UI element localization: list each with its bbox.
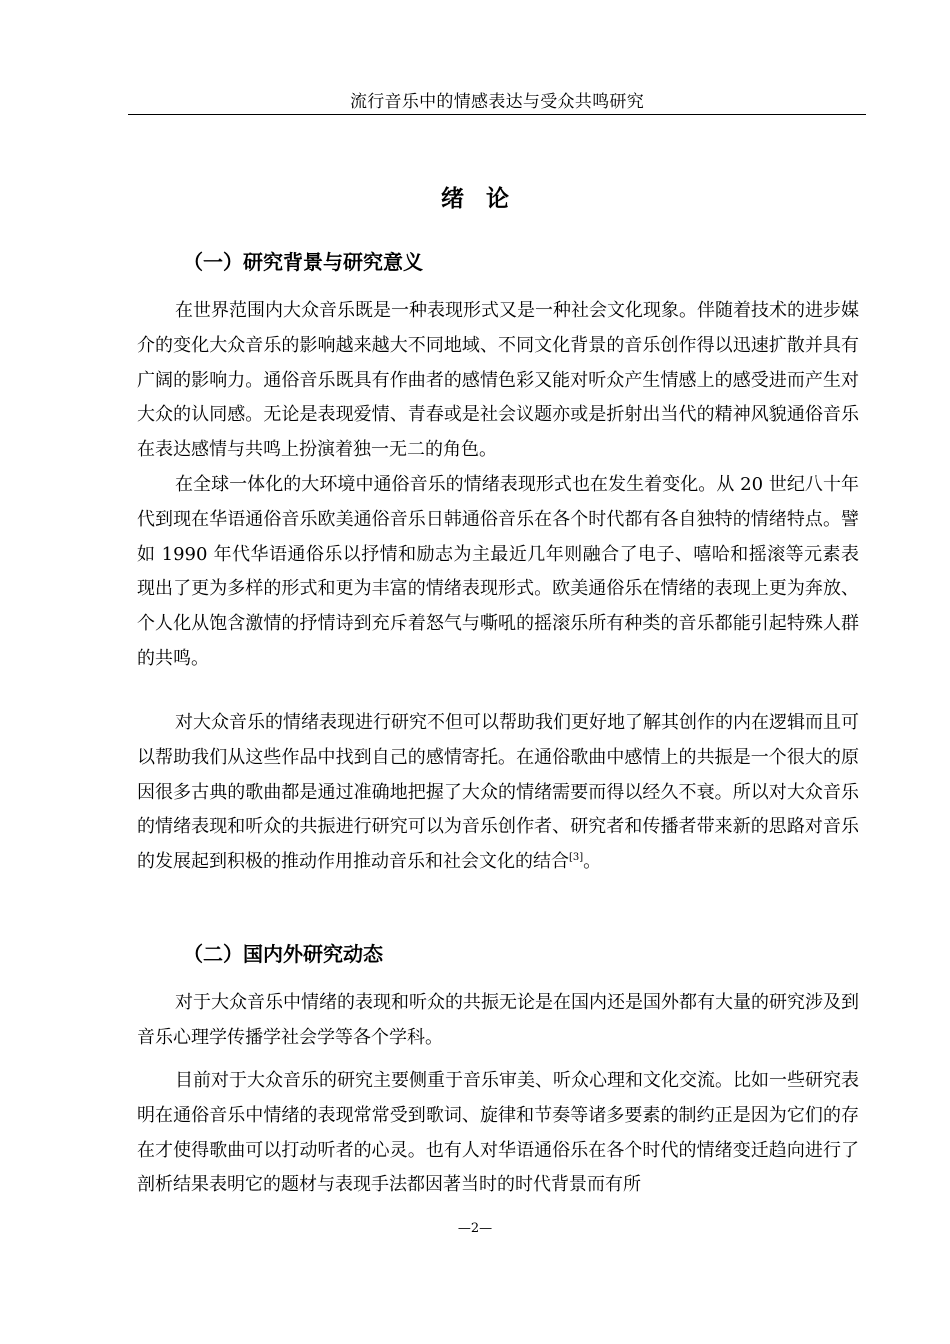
paragraph-4: 对于大众音乐中情绪的表现和听众的共振无论是在国内还是国外都有大量的研究涉及到音乐心理学传播学社会学等各个学科。	[137, 992, 859, 1048]
paragraph-3	[137, 706, 859, 880]
paragraph-3-tail: 。	[583, 851, 602, 873]
paragraph-3-text: 对大众音乐的情绪表现进行研究不但可以帮助我们更好地了解其创作的内在逻辑而且可以帮助我们从这些作品中找到自己的感情寄托。在通俗歌曲中感情上的共振是一个很大的原因很多古典的歌曲都是通过准确地把握了大众的情绪需要而得以经久不衰。所以对大众音乐的情绪表现和听众的共振进行研究可以为音乐创作者、研究者和传播者带来新的思路对音乐的发展起到积极的推动作用推动音乐和社会文化的结合	[137, 712, 859, 873]
chapter-title-char-2: 论	[486, 186, 509, 212]
paragraph-1: 在世界范围内大众音乐既是一种表现形式又是一种社会文化现象。伴随着技术的进步媒介的变化大众音乐的影响越来越大不同地域、不同文化背景的音乐创作得以迅速扩散并具有广阔的影响力。通俗音乐既具有作曲者的感情色彩又能对听众产生情感上的感受进而产生对大众的认同感。无论是表现爱情、青春或是社会议题亦或是折射出当代的精神风貌通俗音乐在表达感情与共鸣上扮演着独一无二的角色。	[137, 300, 859, 461]
header-rule	[128, 114, 866, 115]
section-heading-research-status: （二）国内外研究动态	[183, 942, 383, 966]
citation-marker: [3]	[569, 852, 584, 864]
page-number: —2—	[457, 1221, 493, 1236]
running-header-title: 流行音乐中的情感表达与受众共鸣研究	[349, 92, 645, 112]
paragraph-2: 在全球一体化的大环境中通俗音乐的情绪表现形式也在发生着变化。从 20 世纪八十年代到现在华语通俗音乐欧美通俗音乐日韩通俗音乐在各个时代都有各自独特的情绪特点。譬如 1990 年代华语通俗乐以抒情和励志为主最近几年则融合了电子、嘻哈和摇滚等元素表现出了更为多样的形式和更为丰富的情绪表现形式。欧美通俗乐在情绪的表现上更为奔放、个人化从饱含激情的抒情诗到充斥着怒气与嘶吼的摇滚乐所有种类的音乐都能引起特殊人群的共鸣。	[137, 474, 859, 669]
section-heading-background: （一）研究背景与研究意义	[183, 250, 423, 274]
paragraph-5: 目前对于大众音乐的研究主要侧重于音乐审美、听众心理和文化交流。比如一些研究表明在通俗音乐中情绪的表现常常受到歌词、旋律和节奏等诸多要素的制约正是因为它们的存在才使得歌曲可以打动听者的心灵。也有人对华语通俗乐在各个时代的情绪变迁趋向进行了剖析结果表明它的题材与表现手法都因著当时的时代背景而有所	[137, 1070, 859, 1196]
chapter-title	[0, 183, 950, 215]
chapter-title-char-1: 绪	[441, 186, 464, 212]
